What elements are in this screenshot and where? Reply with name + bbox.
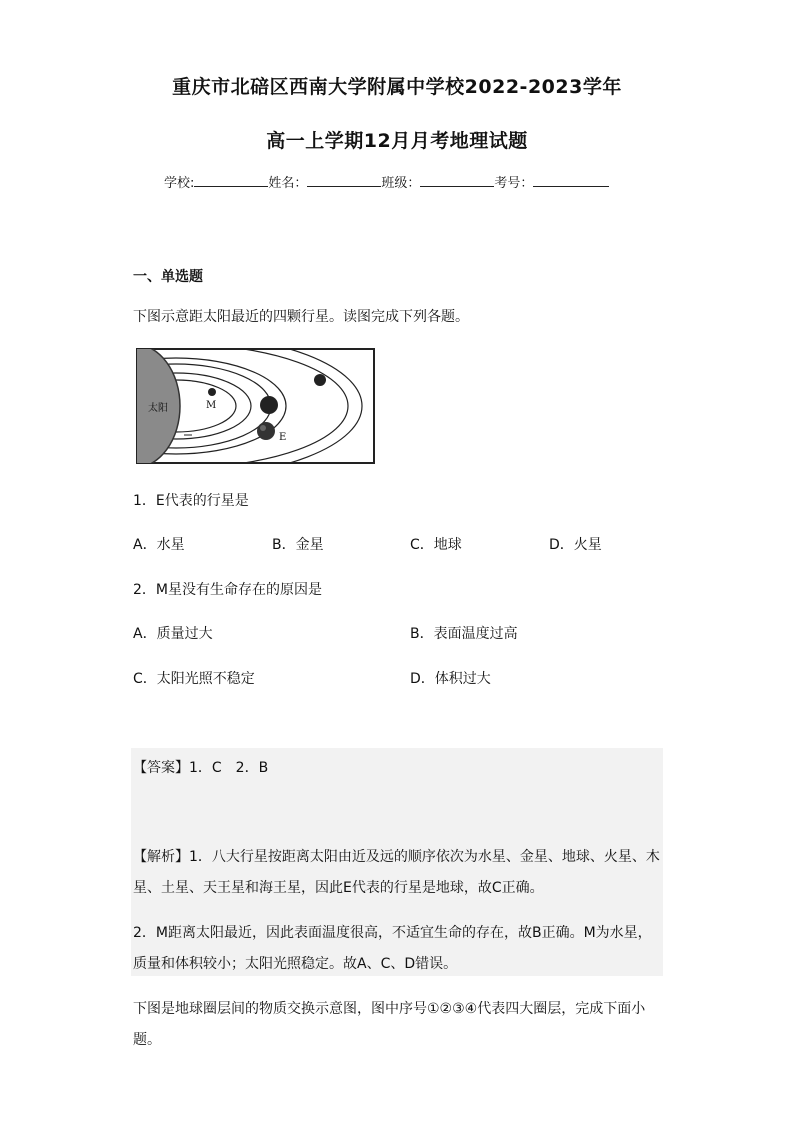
q2-option-d[interactable]: D．体积过大 (410, 671, 491, 687)
id-blank[interactable] (533, 172, 609, 187)
id-label: 考号： (494, 176, 534, 191)
e-label: E (279, 432, 287, 443)
q1-option-a[interactable]: A．水星 (133, 537, 185, 553)
q2-option-a[interactable]: A．质量过大 (133, 626, 213, 642)
q1-stem: 1．E代表的行星是 (133, 493, 249, 509)
section-heading: 一、单选题 (133, 269, 203, 285)
analysis-2-line2: 质量和体积较小；太阳光照稳定。故A、C、D错误。 (133, 956, 458, 972)
q1-option-c[interactable]: C．地球 (410, 537, 462, 553)
answer-line: 【答案】1．C 2．B (133, 760, 269, 776)
q2-stem: 2．M星没有生命存在的原因是 (133, 582, 322, 598)
q1-option-d[interactable]: D．火星 (549, 537, 602, 553)
q1-option-b[interactable]: B．金星 (272, 537, 324, 553)
m-label: M (206, 400, 217, 411)
class-blank[interactable] (420, 172, 494, 187)
name-blank[interactable] (307, 172, 381, 187)
sun-label: 太阳 (148, 403, 168, 414)
planet-e (257, 422, 275, 440)
page-title-line2: 高一上学期12月月考地理试题 (266, 130, 528, 152)
planet-venus (260, 396, 278, 414)
q2-option-c[interactable]: C．太阳光照不稳定 (133, 671, 255, 687)
analysis-1-line1: 【解析】1．八大行星按距离太阳由近及远的顺序依次为水星、金星、地球、火星、木 (133, 849, 660, 865)
analysis-2-line1: 2．M距离太阳最近，因此表面温度很高，不适宜生命的存在，故B正确。M为水星， (133, 925, 652, 941)
class-label: 班级： (381, 176, 421, 191)
next-question-intro-line2: 题。 (133, 1032, 161, 1048)
page-title-line1: 重庆市北碚区西南大学附属中学校2022-2023学年 (172, 76, 622, 98)
planet-m (208, 388, 216, 396)
planet-mars (314, 374, 326, 386)
school-blank[interactable] (194, 172, 268, 187)
question-intro: 下图示意距太阳最近的四颗行星。读图完成下列各题。 (133, 309, 469, 325)
analysis-1-line2: 星、土星、天王星和海王星，因此E代表的行星是地球，故C正确。 (133, 880, 544, 896)
name-label: 姓名： (268, 176, 308, 191)
planets-diagram (136, 348, 375, 464)
school-label: 学校: (164, 176, 195, 191)
student-info-row (164, 172, 609, 191)
q2-option-b[interactable]: B．表面温度过高 (410, 626, 518, 642)
next-question-intro-line1: 下图是地球圈层间的物质交换示意图，图中序号①②③④代表四大圈层，完成下面小 (133, 1001, 646, 1017)
planet-e-highlight (260, 425, 266, 431)
